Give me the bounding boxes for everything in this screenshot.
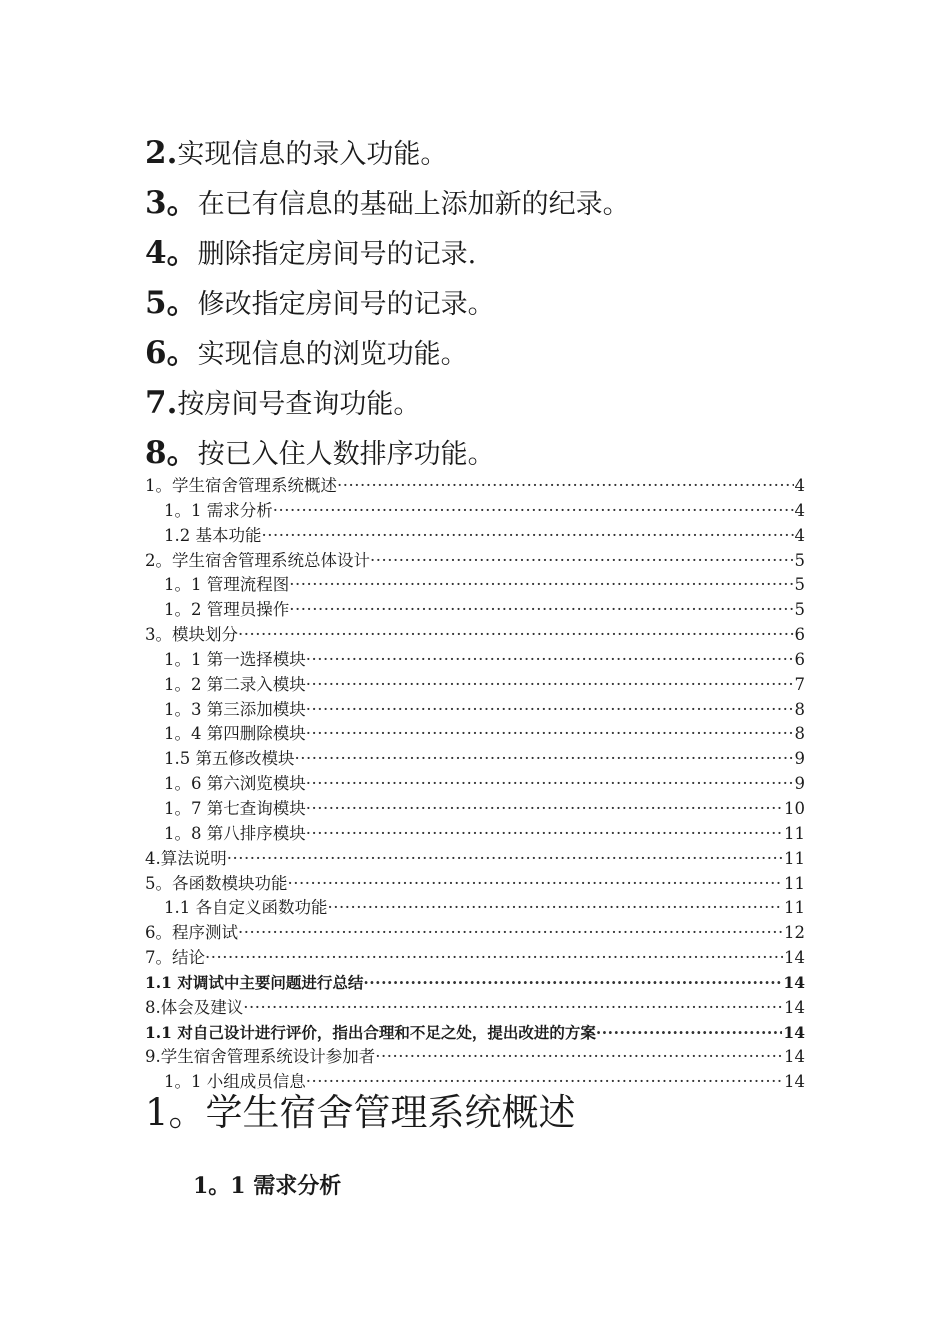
toc-entry[interactable] <box>145 1021 805 1046</box>
toc-entry-title: 1。7 第七查询模块 <box>164 798 306 818</box>
toc-dot-leader <box>337 474 794 499</box>
toc-page-number: 14 <box>784 948 805 968</box>
toc-dot-leader <box>238 623 794 648</box>
toc-entry[interactable] <box>145 598 805 623</box>
toc-dot-leader <box>289 598 793 623</box>
function-number: 8。 <box>145 435 198 471</box>
toc-entry-title: 1。学生宿舍管理系统概述 <box>145 476 337 495</box>
toc-dot-leader <box>262 524 794 549</box>
toc-page-number: 4 <box>794 476 805 495</box>
function-number: 2. <box>145 135 178 171</box>
toc-dot-leader <box>243 996 783 1021</box>
function-list <box>145 128 630 478</box>
toc-entry-title: 1。8 第八排序模块 <box>164 823 306 843</box>
toc-entry-title: 1。3 第三添加模块 <box>164 699 306 719</box>
toc-entry-title: 1.1 对调试中主要问题进行总结 <box>145 972 364 992</box>
toc-entry-title: 1。1 小组成员信息 <box>164 1072 306 1092</box>
toc-entry-title: 1。2 第二录入模块 <box>164 674 306 694</box>
toc-page-number: 5 <box>794 600 805 620</box>
toc-page-number: 14 <box>783 1022 805 1042</box>
toc-entry-title: 1.5 第五修改模块 <box>164 749 295 769</box>
toc-entry-title: 1.1 各自定义函数功能 <box>164 898 328 918</box>
toc-entry-title: 8.体会及建议 <box>145 997 244 1017</box>
toc-entry[interactable] <box>145 722 805 747</box>
toc-entry[interactable] <box>145 549 805 574</box>
toc-dot-leader <box>306 648 794 673</box>
toc-entry-title: 1。2 管理员操作 <box>164 600 290 620</box>
toc-dot-leader <box>227 847 783 872</box>
function-item <box>145 278 630 328</box>
function-text: 按房间号查询功能。 <box>177 389 421 420</box>
toc-entry-title: 3。模块划分 <box>145 625 238 645</box>
section-heading: 1。学生宿舍管理系统概述 <box>145 1091 576 1134</box>
function-item <box>145 328 630 378</box>
function-number: 7. <box>145 385 178 421</box>
function-item <box>145 128 630 178</box>
function-text: 实现信息的浏览功能。 <box>197 339 468 370</box>
toc-entry[interactable] <box>145 698 805 723</box>
function-text: 删除指定房间号的记录. <box>197 239 477 270</box>
toc-entry[interactable] <box>145 623 805 648</box>
toc-page-number: 4 <box>794 500 805 520</box>
toc-page-number: 6 <box>794 649 805 669</box>
toc-entry-title: 5。各函数模块功能 <box>145 873 288 893</box>
toc-entry[interactable] <box>145 971 805 996</box>
toc-page-number: 8 <box>794 699 805 719</box>
toc-dot-leader <box>363 971 782 996</box>
toc-entry[interactable] <box>145 673 805 698</box>
toc-page-number: 4 <box>794 525 805 545</box>
function-number: 6。 <box>145 335 198 371</box>
table-of-contents <box>145 474 805 1095</box>
toc-page-number: 7 <box>794 674 805 694</box>
toc-entry-title: 1。1 第一选择模块 <box>164 649 306 669</box>
toc-page-number: 11 <box>784 873 805 893</box>
toc-entry-title: 1.2 基本功能 <box>164 525 262 545</box>
toc-entry[interactable] <box>145 747 805 772</box>
toc-dot-leader <box>306 797 783 822</box>
toc-page-number: 14 <box>783 972 805 992</box>
function-text: 按已入住人数排序功能。 <box>197 439 495 470</box>
toc-page-number: 5 <box>794 575 805 595</box>
toc-dot-leader <box>370 549 794 574</box>
toc-entry[interactable] <box>145 1045 805 1070</box>
toc-page-number: 5 <box>794 550 805 570</box>
toc-entry[interactable] <box>145 499 805 524</box>
toc-dot-leader <box>306 772 794 797</box>
toc-dot-leader <box>328 896 784 921</box>
function-item <box>145 228 630 278</box>
toc-entry-title: 1。1 需求分析 <box>164 500 273 520</box>
toc-page-number: 12 <box>784 923 805 943</box>
toc-entry[interactable] <box>145 872 805 897</box>
toc-entry-title: 1。1 管理流程图 <box>164 575 290 595</box>
toc-dot-leader <box>288 872 784 897</box>
toc-page-number: 14 <box>784 997 805 1017</box>
toc-dot-leader <box>306 822 783 847</box>
toc-entry[interactable] <box>145 772 805 797</box>
subsection-heading: 1。1 需求分析 <box>193 1173 342 1199</box>
function-item <box>145 178 630 228</box>
toc-dot-leader <box>596 1021 783 1046</box>
function-item <box>145 428 630 478</box>
toc-entry[interactable] <box>145 797 805 822</box>
toc-page-number: 11 <box>784 848 805 868</box>
toc-entry[interactable] <box>145 847 805 872</box>
toc-entry-title: 7。结论 <box>145 948 205 968</box>
toc-entry-title: 1。4 第四删除模块 <box>164 724 306 744</box>
toc-page-number: 8 <box>794 724 805 744</box>
toc-entry-title: 4.算法说明 <box>145 848 227 868</box>
toc-entry[interactable] <box>145 946 805 971</box>
toc-dot-leader <box>273 499 794 524</box>
function-number: 5。 <box>145 285 198 321</box>
toc-entry-title: 1。6 第六浏览模块 <box>164 774 306 794</box>
toc-entry[interactable] <box>145 648 805 673</box>
toc-dot-leader <box>205 946 783 971</box>
toc-entry[interactable] <box>145 921 805 946</box>
toc-entry[interactable] <box>145 996 805 1021</box>
toc-entry-title: 6。程序测试 <box>145 923 238 943</box>
toc-entry-title: 1.1 对自己设计进行评价，指出合理和不足之处，提出改进的方案 <box>145 1022 596 1042</box>
toc-page-number: 11 <box>784 898 805 918</box>
toc-page-number: 6 <box>794 625 805 645</box>
toc-entry-title: 2。学生宿舍管理系统总体设计 <box>145 550 370 570</box>
toc-entry-title: 9.学生宿舍管理系统设计参加者 <box>145 1047 376 1067</box>
toc-dot-leader <box>295 747 794 772</box>
toc-page-number: 9 <box>794 774 805 794</box>
toc-dot-leader <box>289 573 793 598</box>
function-item <box>145 378 630 428</box>
toc-dot-leader <box>238 921 783 946</box>
toc-entry[interactable] <box>145 896 805 921</box>
toc-page-number: 10 <box>784 798 805 818</box>
toc-dot-leader <box>306 673 794 698</box>
toc-entry[interactable] <box>145 822 805 847</box>
function-text: 修改指定房间号的记录。 <box>197 289 495 320</box>
toc-entry[interactable] <box>145 524 805 549</box>
toc-page-number: 9 <box>794 749 805 769</box>
toc-page-number: 11 <box>784 823 805 843</box>
toc-dot-leader <box>306 722 794 747</box>
toc-dot-leader <box>375 1045 783 1070</box>
function-number: 3。 <box>145 185 198 221</box>
toc-entry[interactable] <box>145 573 805 598</box>
function-number: 4。 <box>145 235 198 271</box>
toc-page-number: 14 <box>784 1047 805 1067</box>
function-text: 实现信息的录入功能。 <box>177 139 448 170</box>
toc-dot-leader <box>306 698 794 723</box>
toc-entry[interactable] <box>145 474 805 499</box>
function-text: 在已有信息的基础上添加新的纪录。 <box>197 189 630 220</box>
toc-page-number: 14 <box>784 1072 805 1092</box>
